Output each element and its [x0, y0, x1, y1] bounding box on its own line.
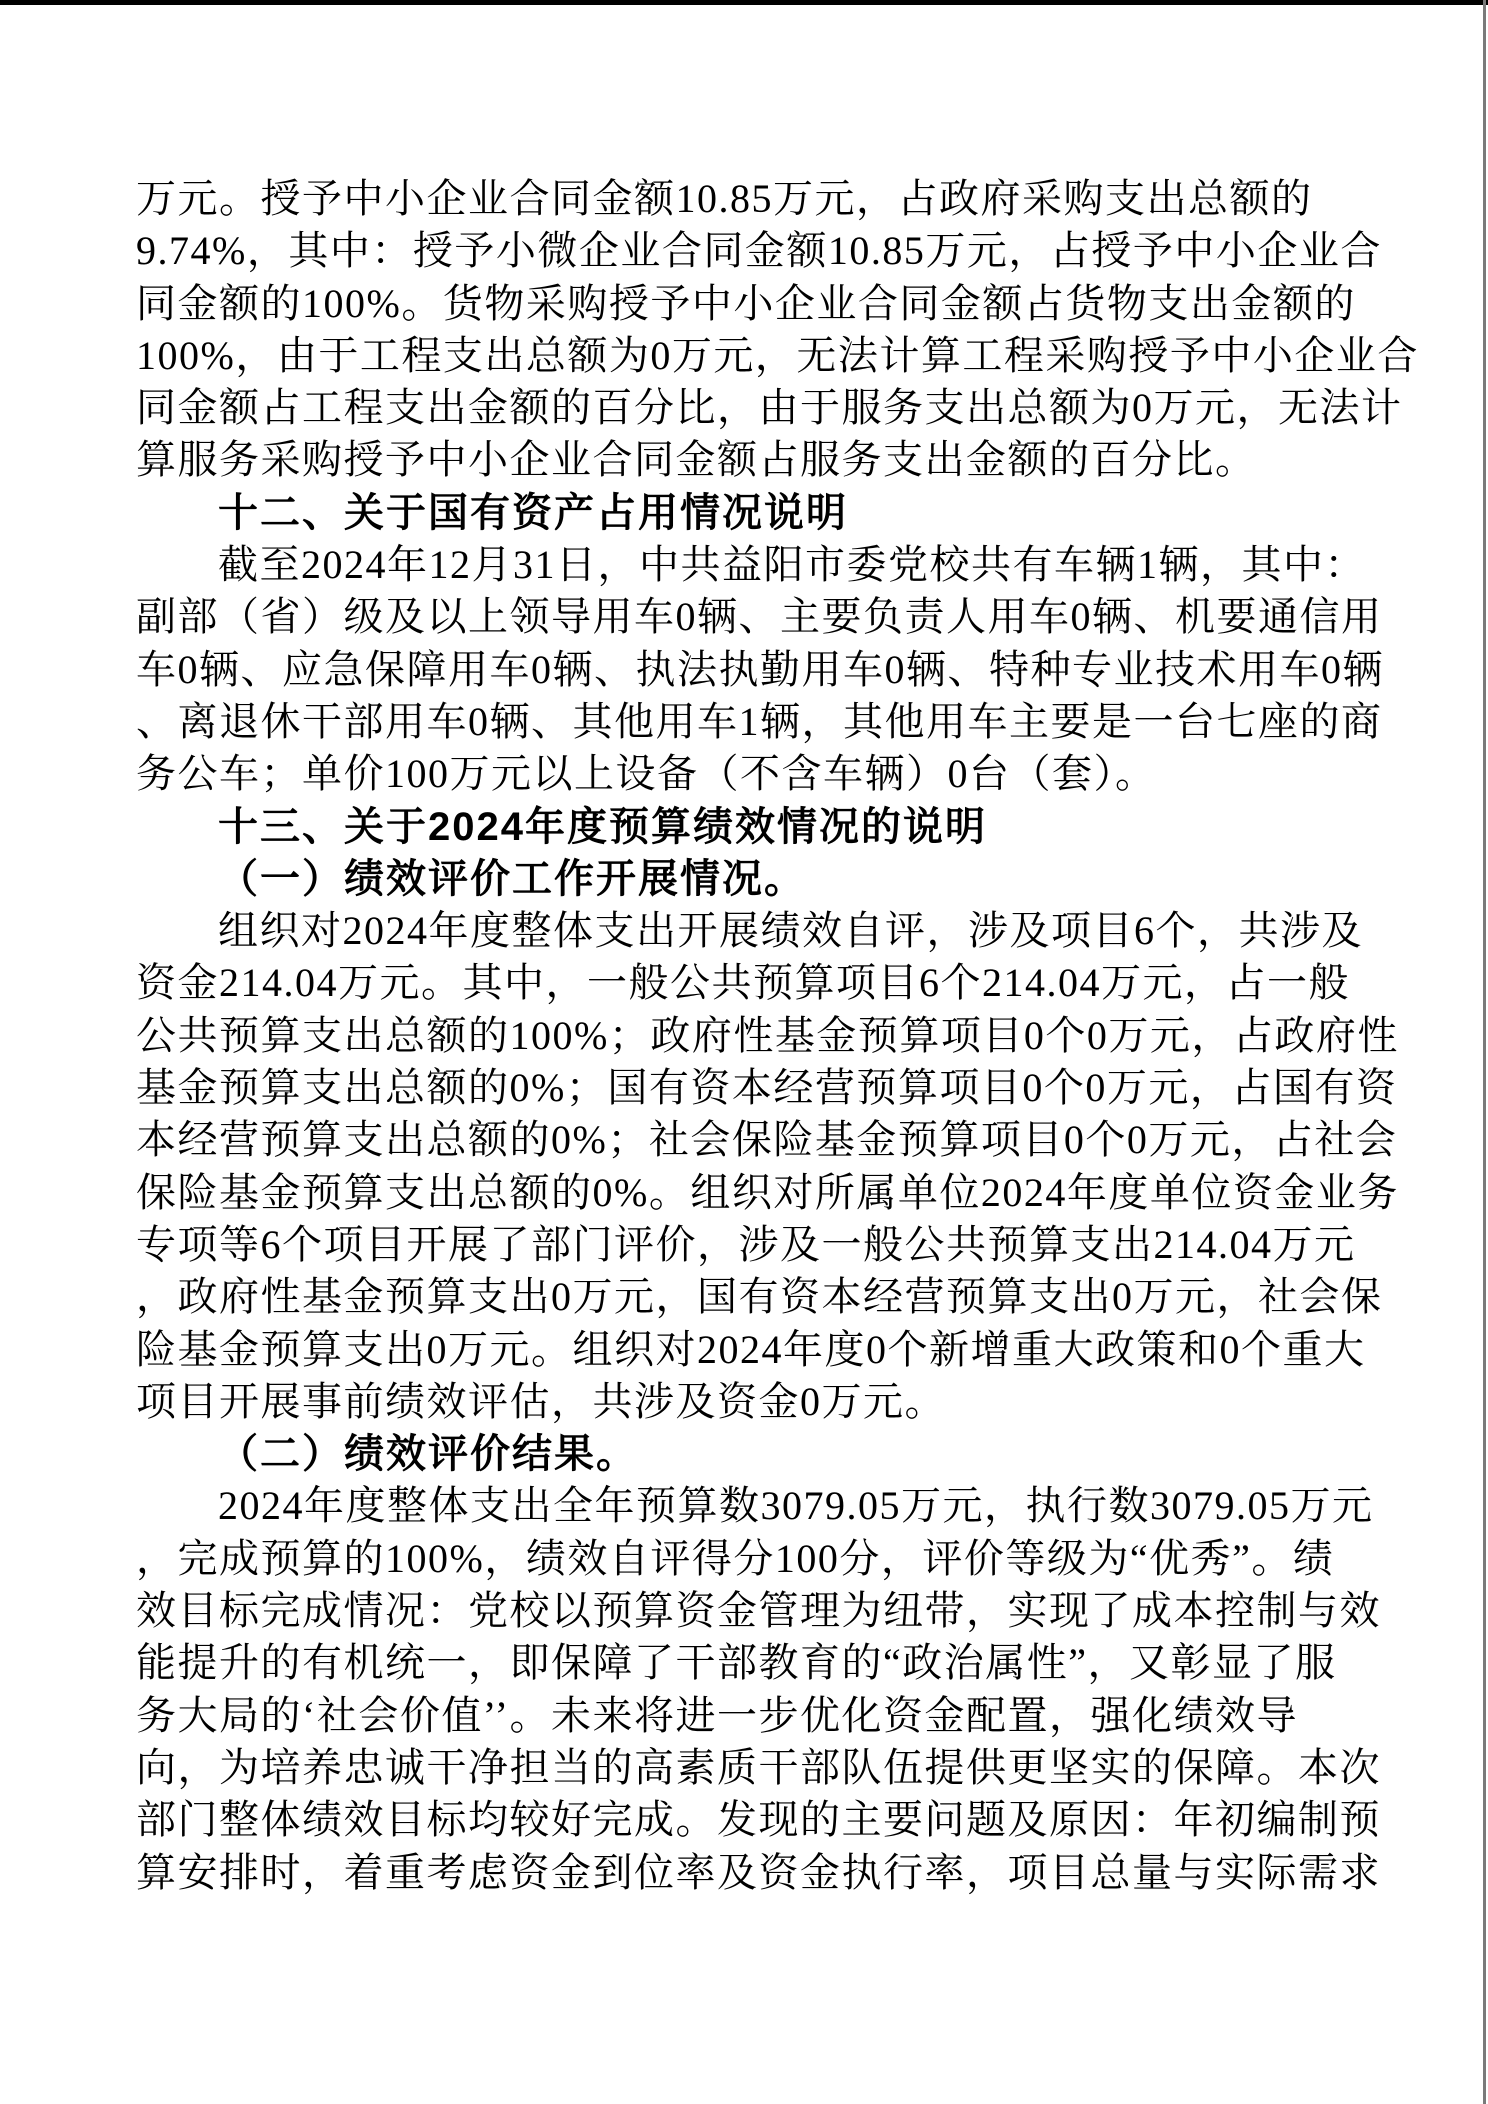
page-top-border	[0, 0, 1488, 5]
doc-line: 部门整体绩效目标均较好完成。发现的主要问题及原因：年初编制预	[136, 1797, 1381, 1843]
doc-line: 保险基金预算支出总额的0%。组织对所属单位2024年度单位资金业务	[136, 1169, 1399, 1215]
doc-line: 基金预算支出总额的0%；国有资本经营预算项目0个0万元，占国有资	[136, 1065, 1398, 1111]
doc-line: 向，为培养忠诚干净担当的高素质干部队伍提供更坚实的保障。本次	[136, 1744, 1381, 1790]
doc-line: 组织对2024年度整体支出开展绩效自评，涉及项目6个，共涉及	[218, 908, 1363, 954]
doc-line: 100%，由于工程支出总额为0万元，无法计算工程采购授予中小企业合	[136, 332, 1419, 378]
doc-line: 、离退休干部用车0辆、其他用车1辆，其他用车主要是一台七座的商	[136, 698, 1383, 744]
doc-line: 项目开展事前绩效评估，共涉及资金0万元。	[136, 1378, 946, 1424]
doc-line: 务大局的‘社会价值’’。未来将进一步优化资金配置，强化绩效导	[136, 1692, 1298, 1738]
doc-line: 资金214.04万元。其中，一般公共预算项目6个214.04万元，占一般	[136, 960, 1350, 1006]
doc-line: 公共预算支出总额的100%；政府性基金预算项目0个0万元，占政府性	[136, 1012, 1399, 1058]
doc-line: 效目标完成情况：党校以预算资金管理为纽带，实现了成本控制与效	[136, 1588, 1381, 1634]
doc-line: ，政府性基金预算支出0万元，国有资本经营预算支出0万元，社会保	[136, 1274, 1383, 1320]
page-right-border	[1483, 0, 1486, 2104]
doc-line: 务公车；单价100万元以上设备（不含车辆）0台（套）。	[136, 751, 1157, 797]
doc-line: 险基金预算支出0万元。组织对2024年度0个新增重大政策和0个重大	[136, 1326, 1366, 1372]
doc-line: ，完成预算的100%，绩效自评得分100分，评价等级为“优秀”。绩	[136, 1535, 1335, 1581]
doc-line: 副部（省）级及以上领导用车0辆、主要负责人用车0辆、机要通信用	[136, 594, 1383, 640]
section-heading-12: 十二、关于国有资产占用情况说明	[218, 490, 848, 535]
doc-line: 9.74%，其中：授予小微企业合同金额10.85万元，占授予中小企业合	[136, 228, 1382, 274]
doc-line: 本经营预算支出总额的0%；社会保险基金预算项目0个0万元，占社会	[136, 1117, 1398, 1163]
doc-line: 截至2024年12月31日，中共益阳市委党校共有车辆1辆，其中：	[218, 542, 1366, 588]
document-page	[136, 173, 1456, 1899]
doc-line: 能提升的有机统一，即保障了干部教育的“政治属性”，又彰显了服	[136, 1640, 1337, 1686]
doc-line: 同金额的100%。货物采购授予中小企业合同金额占货物支出金额的	[136, 280, 1356, 326]
doc-line: 算服务采购授予中小企业合同金额占服务支出金额的百分比。	[136, 437, 1257, 483]
doc-line: 算安排时，着重考虑资金到位率及资金执行率，项目总量与实际需求	[136, 1849, 1381, 1895]
section-heading-13: 十三、关于2024年度预算绩效情况的说明	[218, 804, 987, 849]
doc-line: 万元。授予中小企业合同金额10.85万元，占政府采购支出总额的	[136, 176, 1313, 221]
doc-line: 车0辆、应急保障用车0辆、执法执勤用车0辆、特种专业技术用车0辆	[136, 646, 1384, 692]
doc-line: 同金额占工程支出金额的百分比，由于服务支出总额为0万元，无法计	[136, 385, 1403, 431]
doc-line: 2024年度整体支出全年预算数3079.05万元，执行数3079.05万元	[218, 1483, 1374, 1529]
subsection-heading-1: （一）绩效评价工作开展情况。	[218, 856, 806, 901]
doc-line: 专项等6个项目开展了部门评价，涉及一般公共预算支出214.04万元	[136, 1221, 1356, 1267]
subsection-heading-2: （二）绩效评价结果。	[218, 1432, 638, 1477]
